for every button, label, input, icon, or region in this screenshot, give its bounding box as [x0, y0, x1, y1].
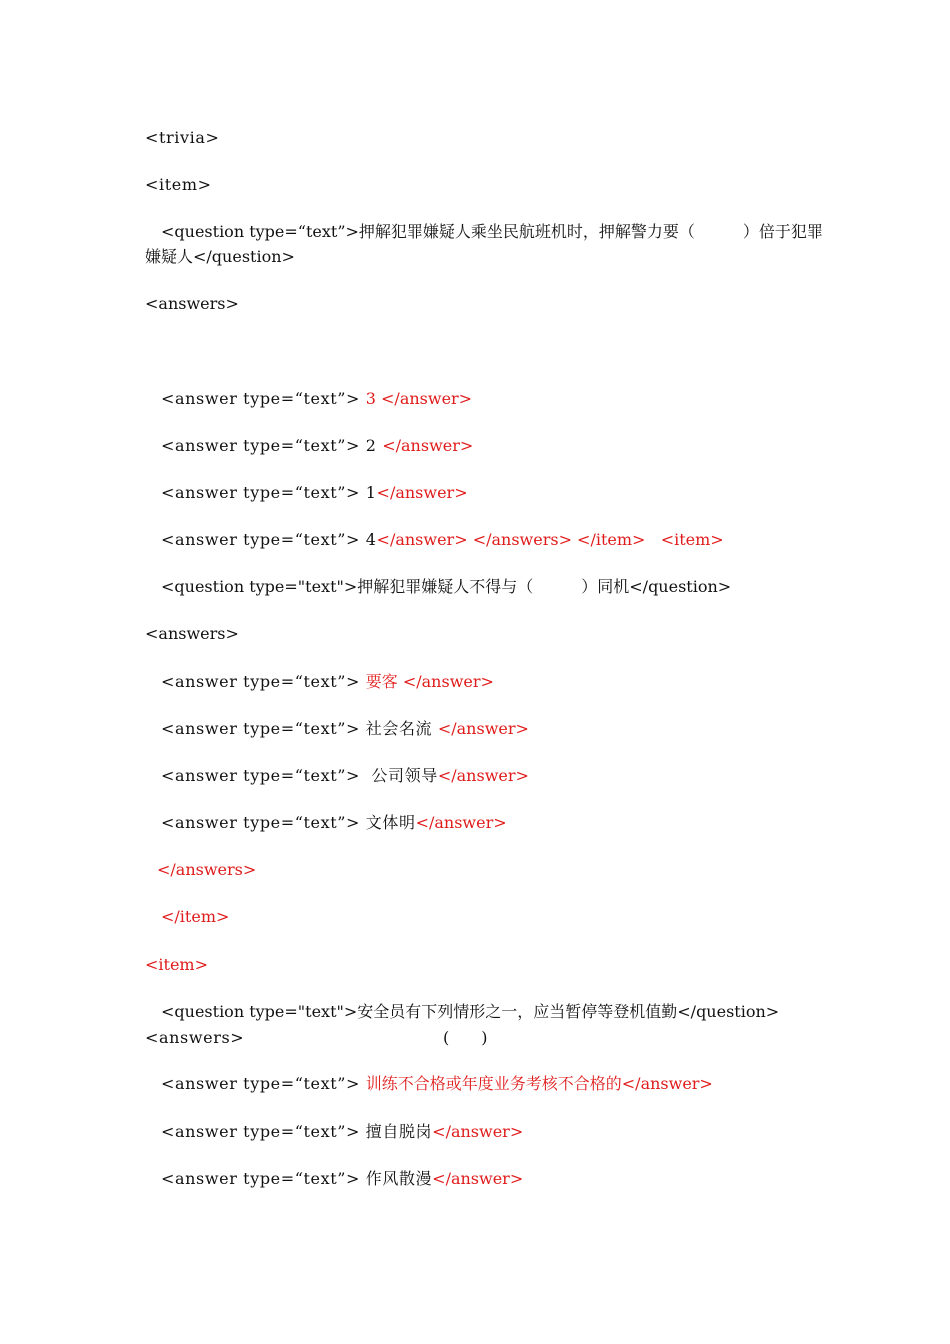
- answers-open-tag: <answers>: [145, 294, 239, 313]
- answer-open-tag: <answer type=“text”> 擅自脱岗: [161, 1122, 433, 1141]
- answer-close-tag: </answer>: [432, 1169, 524, 1188]
- answer-open-tag: <answer type=“text”> 公司领导: [161, 766, 438, 785]
- answer-line: [161, 670, 494, 694]
- answer-line: [161, 811, 507, 835]
- answer-value: 要客: [365, 672, 403, 691]
- question-2: <question type="text">押解犯罪嫌疑人不得与（ ）同机</question>: [161, 577, 732, 596]
- answer-close-tag: </answer>: [621, 1074, 713, 1093]
- question-3-blank: ( ): [443, 1028, 488, 1047]
- answers-open-tag: <answers>: [145, 1028, 245, 1047]
- answer-line: [161, 528, 724, 552]
- answer-open-tag: <answer type=“text”>: [161, 1074, 366, 1093]
- answer-value: 训练不合格或年度业务考核不合格的: [365, 1074, 622, 1093]
- answer-close-tag: </answer>: [415, 813, 507, 832]
- answer-close-tags: </answer> </answers> </item> <item>: [376, 530, 724, 549]
- trivia-open-tag: <trivia>: [145, 128, 220, 147]
- answer-close-tag: </answer>: [437, 719, 529, 738]
- answers-close-tag: </answers>: [157, 860, 257, 879]
- answer-close-tag: </answer>: [381, 389, 473, 408]
- answer-close-tag: </answer>: [402, 672, 494, 691]
- answer-open-tag: <answer type=“text”> 1: [161, 483, 377, 502]
- question-1-line-2: 嫌疑人</question>: [145, 247, 295, 266]
- item-close-tag: </item>: [161, 907, 230, 926]
- answer-close-tag: </answer>: [437, 766, 529, 785]
- answer-close-tag: </answer>: [376, 483, 468, 502]
- answer-open-tag: <answer type=“text”>: [161, 389, 366, 408]
- answer-open-tag: <answer type=“text”> 社会名流: [161, 719, 438, 738]
- answer-close-tag: </answer>: [432, 1122, 524, 1141]
- answer-open-tag: <answer type=“text”> 4: [161, 530, 377, 549]
- answer-line: [161, 1167, 523, 1191]
- answer-open-tag: <answer type=“text”> 作风散漫: [161, 1169, 433, 1188]
- answer-value: 3: [365, 389, 382, 408]
- item-open-tag: <item>: [145, 175, 212, 194]
- answers-open-tag: <answers>: [145, 624, 239, 643]
- answer-close-tag: </answer>: [382, 436, 474, 455]
- answer-line: [161, 481, 468, 505]
- question-3: <question type="text">安全员有下列情形之一，应当暂停等登机值勤</question>: [161, 1002, 780, 1021]
- answer-open-tag: <answer type=“text”> 2: [161, 436, 383, 455]
- answer-line: [161, 1072, 713, 1096]
- item-open-tag: <item>: [145, 955, 208, 974]
- answer-open-tag: <answer type=“text”>: [161, 672, 366, 691]
- answer-line: [161, 764, 529, 788]
- answer-line: [161, 717, 529, 741]
- answer-open-tag: <answer type=“text”> 文体明: [161, 813, 416, 832]
- question-1-line-1: <question type=“text”>押解犯罪嫌疑人乘坐民航班机时，押解警力要（ ）倍于犯罪: [161, 222, 823, 241]
- answer-line: [161, 387, 472, 411]
- answer-line: [161, 1120, 523, 1144]
- answer-line: [161, 434, 473, 458]
